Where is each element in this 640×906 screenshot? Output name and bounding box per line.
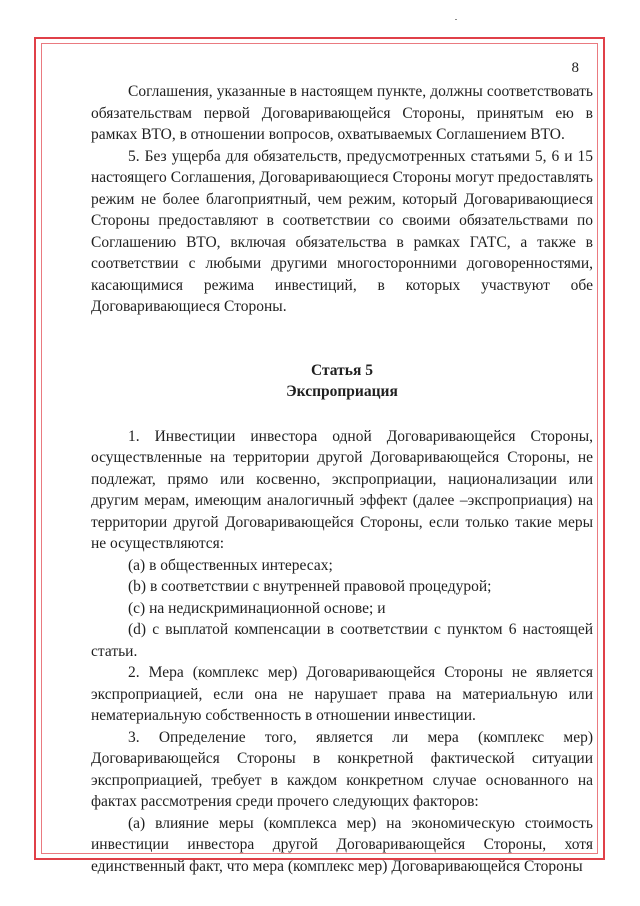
article-title: Экспроприация	[286, 383, 398, 400]
paragraph-agreements-wto: Соглашения, указанные в настоящем пункте, должны соответствовать обязательствам первой Договаривающейся Стороны, принятым ею в рамках ВТО, в отношении вопросов, охватываемых Соглашением ВТО.	[91, 83, 593, 143]
paragraph-2: 2. Мера (комплекс мер) Договаривающейся Стороны не является экспроприацией, если она не нарушает права на материальную или нематериальную собственность в отношении инвестиции.	[91, 664, 593, 724]
clause-d: (d) с выплатой компенсации в соответствии с пунктом 6 настоящей статьи.	[91, 621, 593, 660]
scan-speck	[455, 19, 457, 20]
document-body	[91, 81, 593, 877]
paragraph-1: 1. Инвестиции инвестора одной Договаривающейся Стороны, осуществленные на территории другой Договаривающейся Стороны, не подлежат, прямо или косвенно, экспроприации, национализации или другим мерам, имеющим аналогичный эффект (далее –экспроприация) на территории другой Договаривающейся Стороны, если только такие меры не осуществляются:	[91, 427, 593, 552]
clause-3a: (a) влияние меры (комплекса мер) на экономическую стоимость инвестиции инвестора другой Договаривающейся Стороны, хотя единственный факт, что мера (комплекс мер) Договаривающейся Стороны	[91, 814, 593, 875]
article-number: Статья 5	[311, 361, 373, 379]
page-number: 8	[571, 60, 579, 76]
clause-c: (c) на недискриминационной основе; и	[128, 599, 386, 617]
paragraph-5: 5. Без ущерба для обязательств, предусмотренных статьями 5, 6 и 15 настоящего Соглашения, Договаривающиеся Стороны могут предоставлять режим не более благоприятный, чем режим, который Договаривающиеся Стороны предоставляют в соответствии со своими обязательствами по Соглашению ВТО, включая обязательства в рамках ГАТС, а также в соответствии с любыми другими многосторонними договоренностями, касающимися режима инвестиций, в которых участвуют обе Договаривающиеся Стороны.	[91, 147, 593, 315]
paragraph-3: 3. Определение того, является ли мера (комплекс мер) Договаривающейся Стороны в конкретной фактической ситуации экспроприацией, требует в каждом конкретном случае основанного на фактах рассмотрения среди прочего следующих факторов:	[91, 728, 593, 810]
clause-b: (b) в соответствии с внутренней правовой процедурой;	[128, 578, 492, 595]
clause-a: (a) в общественных интересах;	[128, 556, 333, 574]
